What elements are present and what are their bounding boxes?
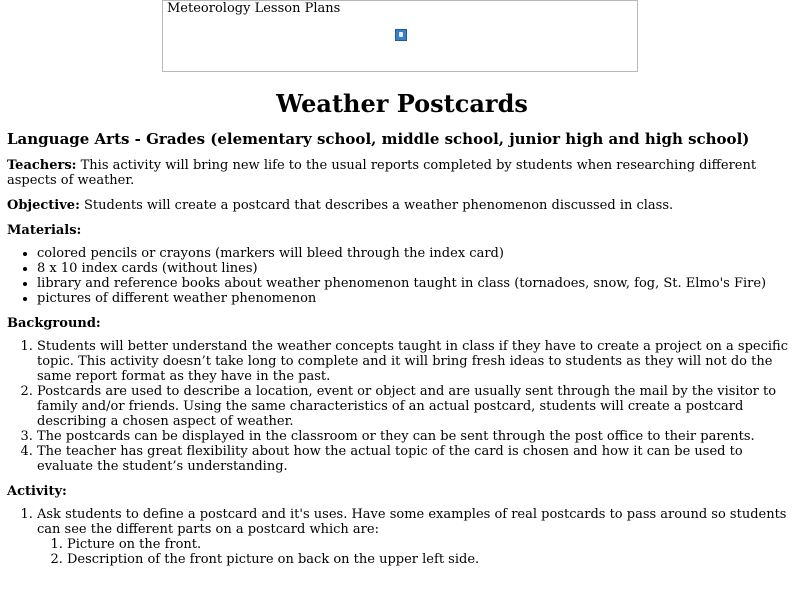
- activity-sublist: [37, 537, 797, 567]
- broken-image-icon[interactable]: [395, 29, 407, 41]
- list-item: 3. The postcards can be displayed in the classroom or they can be sent through the post office to their parents.: [37, 429, 797, 444]
- objective-paragraph: [7, 198, 797, 213]
- activity-list: [7, 507, 797, 567]
- objective-label: Objective:: [7, 198, 80, 213]
- main-content: [7, 90, 797, 567]
- list-item: 2. Postcards are used to describe a location, event or object and are usually sent through the mail by the visitor to family and/or friends. Using the same characteristics of an actual postcard, students will create a postcard describing a chosen aspect of weather.: [37, 384, 797, 429]
- activity-heading: Activity:: [7, 484, 67, 499]
- background-heading: Background:: [7, 316, 101, 331]
- banner-frame: [162, 0, 638, 72]
- list-item: 1. Picture on the front.: [67, 537, 797, 552]
- list-item: 1. Students will better understand the weather concepts taught in class if they have to create a project on a specific topic. This activity doesn’t take long to complete and it will bring fresh ideas to students as they will not do the same report format as they have in the past.: [37, 339, 797, 384]
- background-list: [7, 339, 797, 474]
- page-title: Weather Postcards: [276, 89, 528, 118]
- list-item: 2. Description of the front picture on back on the upper left side.: [67, 552, 797, 567]
- list-item: 4. The teacher has great flexibility about how the actual topic of the card is chosen and how it can be used to evaluate the student’s understanding.: [37, 444, 797, 474]
- banner-title: Meteorology Lesson Plans: [167, 1, 341, 16]
- teachers-paragraph: [7, 158, 797, 188]
- list-item: [37, 507, 797, 567]
- objective-text: Students will create a postcard that describes a weather phenomenon discussed in class.: [79, 198, 674, 213]
- materials-heading: Materials:: [7, 223, 82, 238]
- list-item: • colored pencils or crayons (markers will bleed through the index card): [37, 246, 797, 261]
- list-item: • pictures of different weather phenomenon: [37, 291, 797, 306]
- page-subtitle: Language Arts - Grades (elementary school, middle school, junior high and high school): [7, 130, 750, 148]
- activity-item-text: Ask students to define a postcard and it's uses. Have some examples of real postcards to pass around so students can see the different parts on a postcard which are:: [37, 507, 787, 537]
- list-item: • library and reference books about weather phenomenon taught in class (tornadoes, snow, fog, St. Elmo's Fire): [37, 276, 797, 291]
- teachers-label: Teachers:: [7, 158, 77, 173]
- materials-list: [7, 246, 797, 306]
- list-item: • 8 x 10 index cards (without lines): [37, 261, 797, 276]
- teachers-text: This activity will bring new life to the usual reports completed by students when researching different aspects of weather.: [7, 158, 757, 188]
